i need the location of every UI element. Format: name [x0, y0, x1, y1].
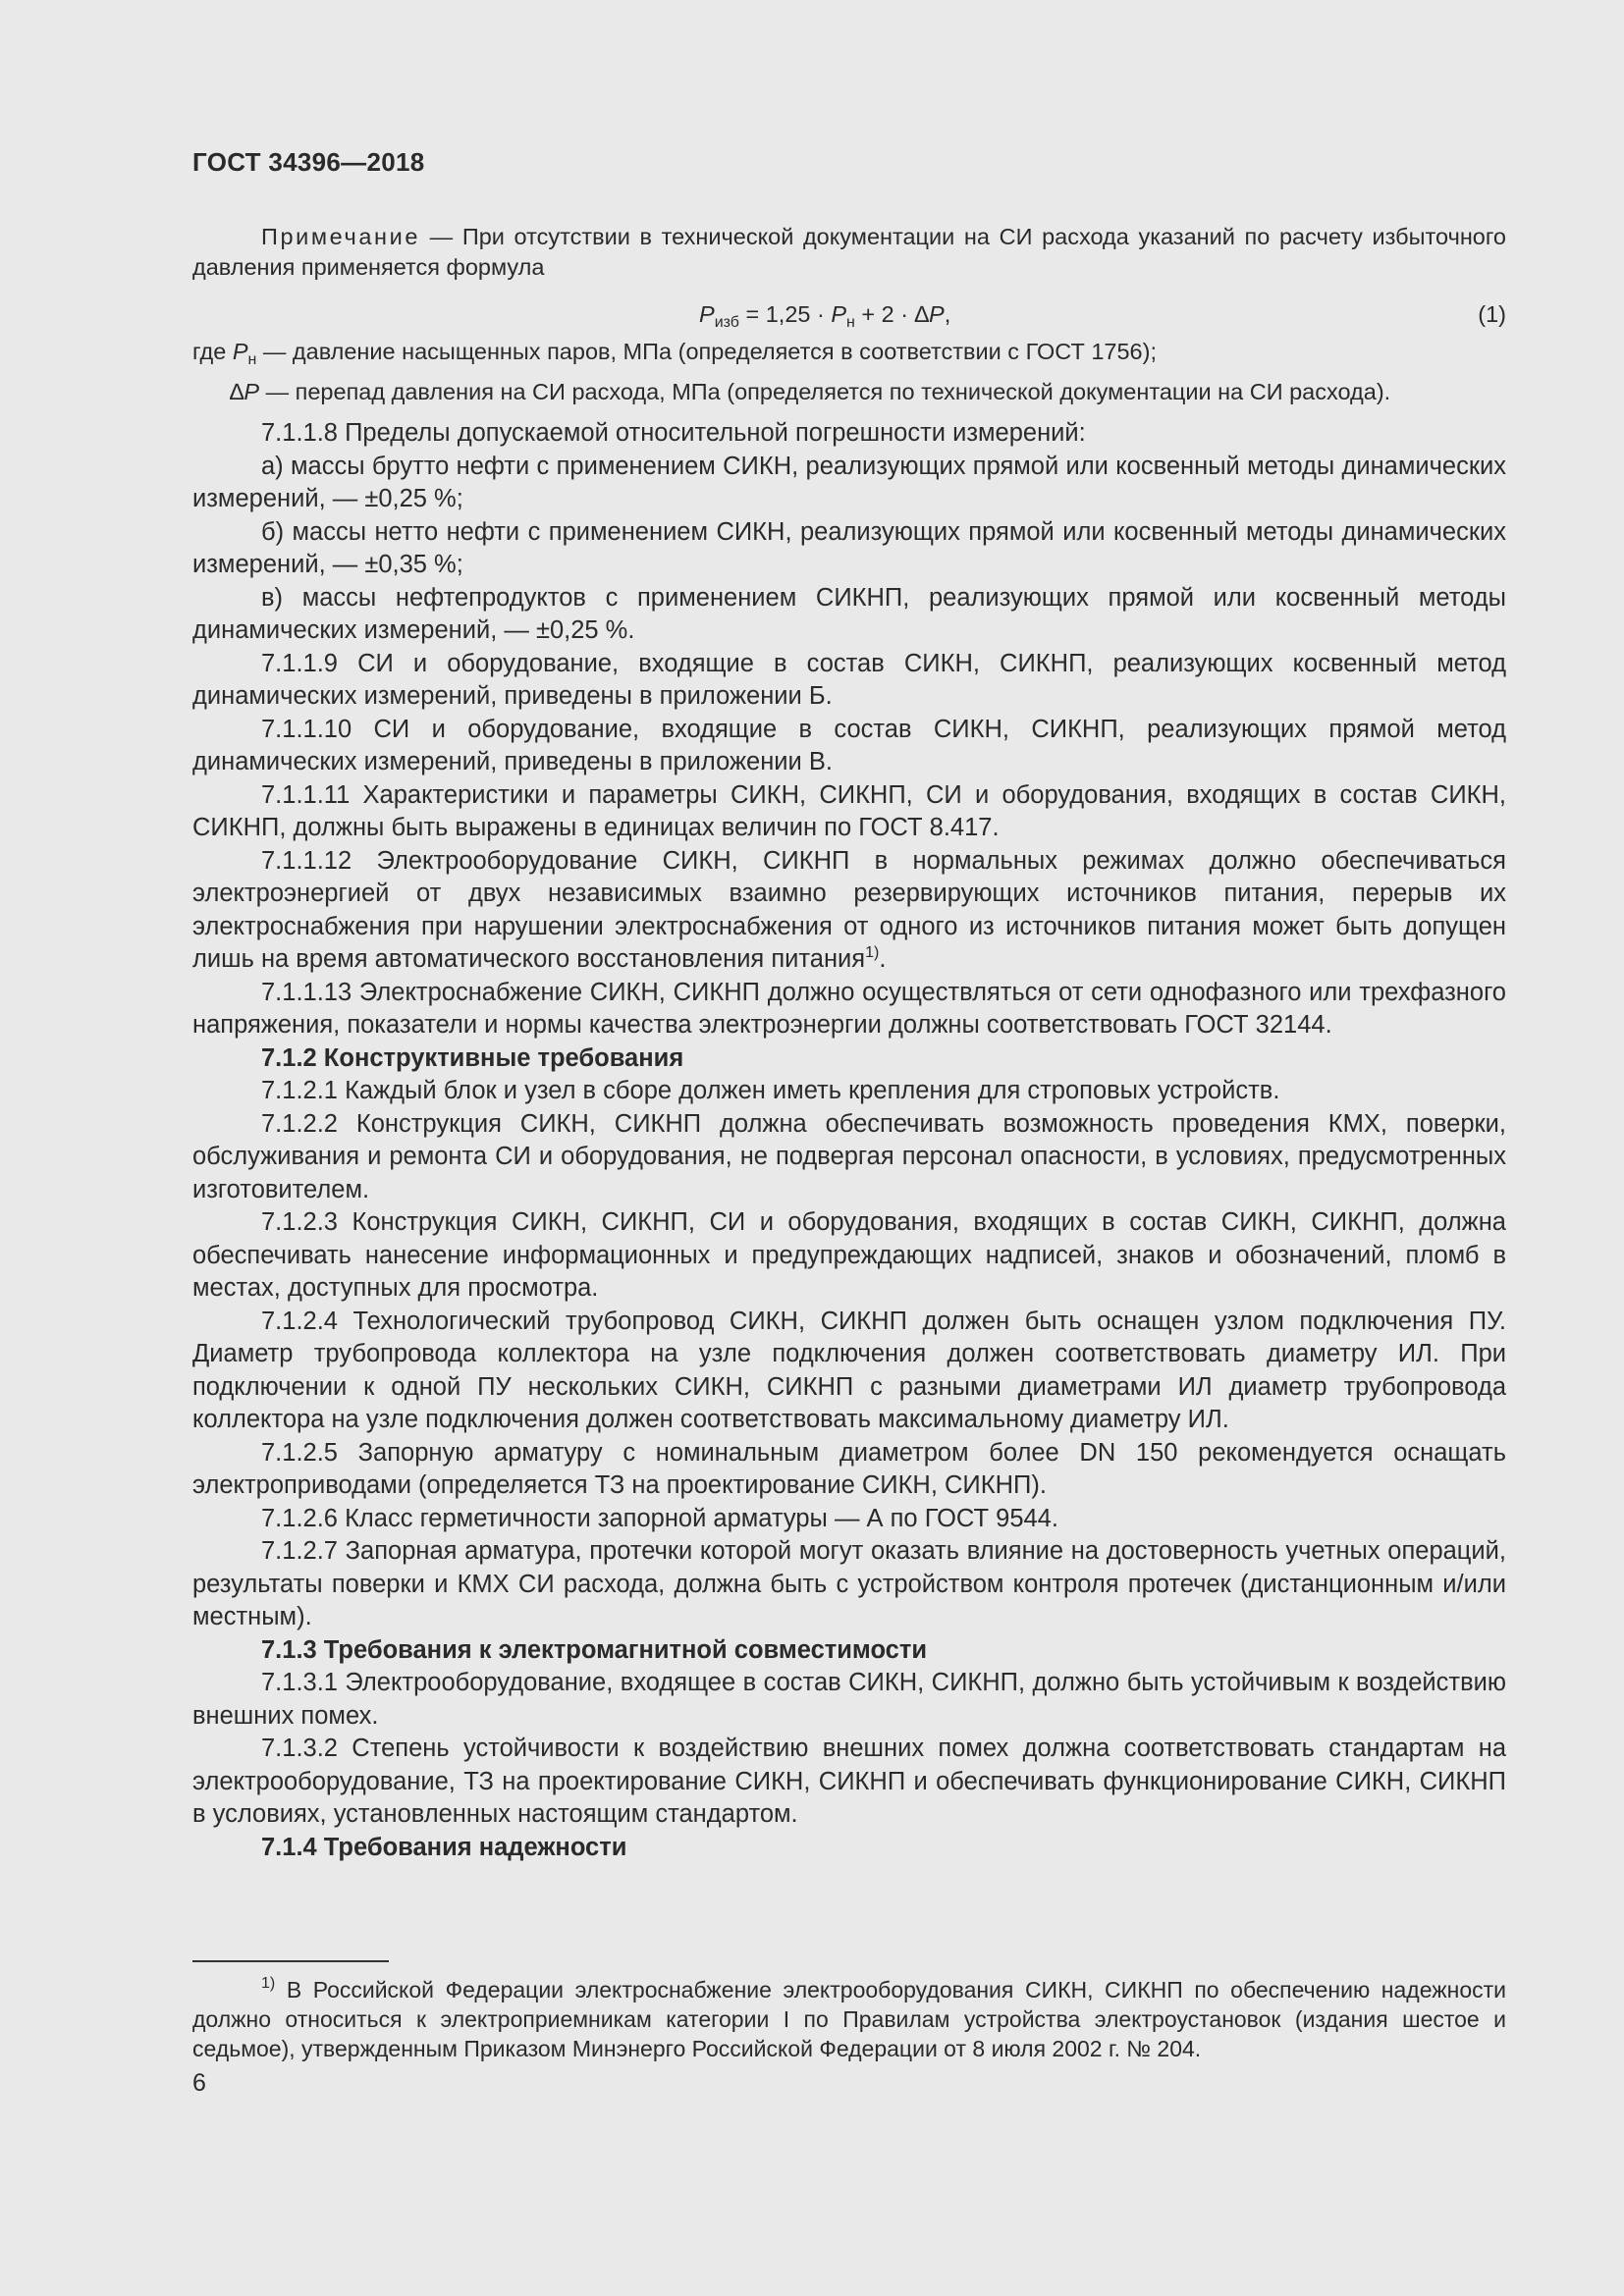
footnote-mark: 1)	[261, 1975, 276, 1992]
note-paragraph	[192, 222, 1506, 283]
body-paragraph: 7.1.1.13 Электроснабжение СИКН, СИКНП должно осуществляться от сети однофазного или трехфазного напряжения, показатели и нормы качества электроэнергии должны соответствовать ГОСТ 32144.	[192, 978, 1506, 1039]
body-paragraph: 7.1.1.8 Пределы допускаемой относительной погрешности измерений:	[261, 419, 1086, 447]
section-heading: 7.1.4 Требования надежности	[261, 1833, 627, 1861]
legend-line-dp: ∆P — перепад давления на СИ расхода, МПа (определяется по технической документации на СИ расхода).	[230, 379, 1391, 404]
formula-number: (1)	[1478, 301, 1506, 327]
footnote-reference: 1)	[865, 944, 880, 961]
body-paragraph: 7.1.1.11 Характеристики и параметры СИКН, СИКНП, СИ и оборудования, входящих в состав СИКН, СИКНП, должны быть выражены в единицах величин по ГОСТ 8.417.	[192, 780, 1506, 841]
footnote-divider	[192, 1960, 389, 1962]
body-paragraph: 7.1.2.1 Каждый блок и узел в сборе должен иметь крепления для строповых устройств.	[261, 1077, 1280, 1104]
section-heading: 7.1.2 Конструктивные требования	[261, 1043, 684, 1072]
formula-expression: $P_{изб} = 1,25 \cdot P_н + 2 \cdot \Delta P$,	[699, 301, 951, 331]
body-paragraph: а) массы брутто нефти с применением СИКН, реализующих прямой или косвенный методы динамических измерений, — ±0,25 %;	[192, 452, 1506, 512]
section-heading: 7.1.3 Требования к электромагнитной совместимости	[261, 1635, 928, 1664]
document-header: ГОСТ 34396—2018	[192, 147, 425, 177]
body-paragraph: 7.1.3.2 Степень устойчивости к воздействию внешних помех должна соответствовать стандартам на электрооборудование, ТЗ на проектирование СИКН, СИКНП и обеспечивать функционирование СИКН, СИКНП в условиях, установленных настоящим стандартом.	[192, 1735, 1506, 1828]
formula-1	[192, 293, 1506, 336]
body-paragraph: 7.1.2.5 Запорную арматуру с номинальным диаметром более DN 150 рекомендуется оснащать электроприводами (определяется ТЗ на проектирование СИКН, СИКНП).	[192, 1438, 1506, 1499]
body-paragraph: 7.1.1.9 СИ и оборудование, входящие в состав СИКН, СИКНП, реализующих косвенный метод динамических измерений, приведены в приложении Б.	[192, 649, 1506, 710]
body-paragraph: 7.1.2.3 Конструкция СИКН, СИКНП, СИ и оборудования, входящих в состав СИКН, СИКНП, должна обеспечивать нанесение информационных и предупреждающих надписей, знаков и обозначений, пломб в местах, доступных для просмотра.	[192, 1208, 1506, 1302]
body-text	[192, 417, 1506, 1864]
body-paragraph: б) массы нетто нефти с применением СИКН, реализующих прямой или косвенный методы динамических измерений, — ±0,35 %;	[192, 517, 1506, 578]
formula-legend	[192, 336, 1506, 407]
footnote-text: В Российской Федерации электроснабжение электрооборудования СИКН, СИКНП по обеспечению надежности должно относиться к электроприемникам категории I по Правилам устройства электроустановок (издания шестое и седьмое), утвержденным Приказом Минэнерго Российской Федерации от 8 июля 2002 г. № 204.	[192, 1977, 1506, 2061]
body-paragraph: 7.1.1.12 Электрооборудование СИКН, СИКНП в нормальных режимах должно обеспечиваться электроэнергией от двух независимых взаимно резервирующих источников питания, перерыв их электроснабжения при нарушении электроснабжения от одного из источников питания может быть допущен лишь на время автоматического восстановления питания$^{1)}$.	[192, 846, 1506, 973]
note-label: Примечание	[261, 224, 421, 249]
body-paragraph: 7.1.2.7 Запорная арматура, протечки которой могут оказать влияние на достоверность учетных операций, результаты поверки и КМХ СИ расхода, должна быть с устройством контроля протечек (дистанционным и/или местным).	[192, 1537, 1506, 1630]
footnote	[192, 1975, 1506, 2063]
page-number: 6	[192, 2069, 206, 2097]
body-paragraph: 7.1.3.1 Электрооборудование, входящее в состав СИКН, СИКНП, должно быть устойчивым к воздействию внешних помех.	[192, 1669, 1506, 1730]
body-paragraph: 7.1.2.6 Класс герметичности запорной арматуры — А по ГОСТ 9544.	[261, 1504, 1058, 1532]
note-text: — При отсутствии в технической документации на СИ расхода указаний по расчету избыточного давления применяется формула	[192, 224, 1506, 280]
body-paragraph: в) массы нефтепродуктов с применением СИКНП, реализующих прямой или косвенный методы динамических измерений, — ±0,25 %.	[192, 583, 1506, 644]
body-paragraph: 7.1.1.10 СИ и оборудование, входящие в состав СИКН, СИКНП, реализующих прямой метод динамических измерений, приведены в приложении В.	[192, 715, 1506, 775]
legend-line-pn: где $P_н$ — давление насыщенных паров, МПа (определяется в соответствии с ГОСТ 1756);	[192, 339, 1157, 368]
page-content	[192, 222, 1506, 1864]
body-paragraph: 7.1.2.4 Технологический трубопровод СИКН, СИКНП должен быть оснащен узлом подключения ПУ. Диаметр трубопровода коллектора на узле подключения должен соответствовать диаметру ИЛ. При подключении к одной ПУ нескольких СИКН, СИКНП с разными диаметрами ИЛ диаметр трубопровода коллектора на узле подключения должен соответствовать максимальному диаметру ИЛ.	[192, 1307, 1506, 1433]
body-paragraph: 7.1.2.2 Конструкция СИКН, СИКНП должна обеспечивать возможность проведения КМХ, поверки, обслуживания и ремонта СИ и оборудования, не подвергая персонал опасности, в условиях, предусмотренных изготовителем.	[192, 1109, 1506, 1203]
